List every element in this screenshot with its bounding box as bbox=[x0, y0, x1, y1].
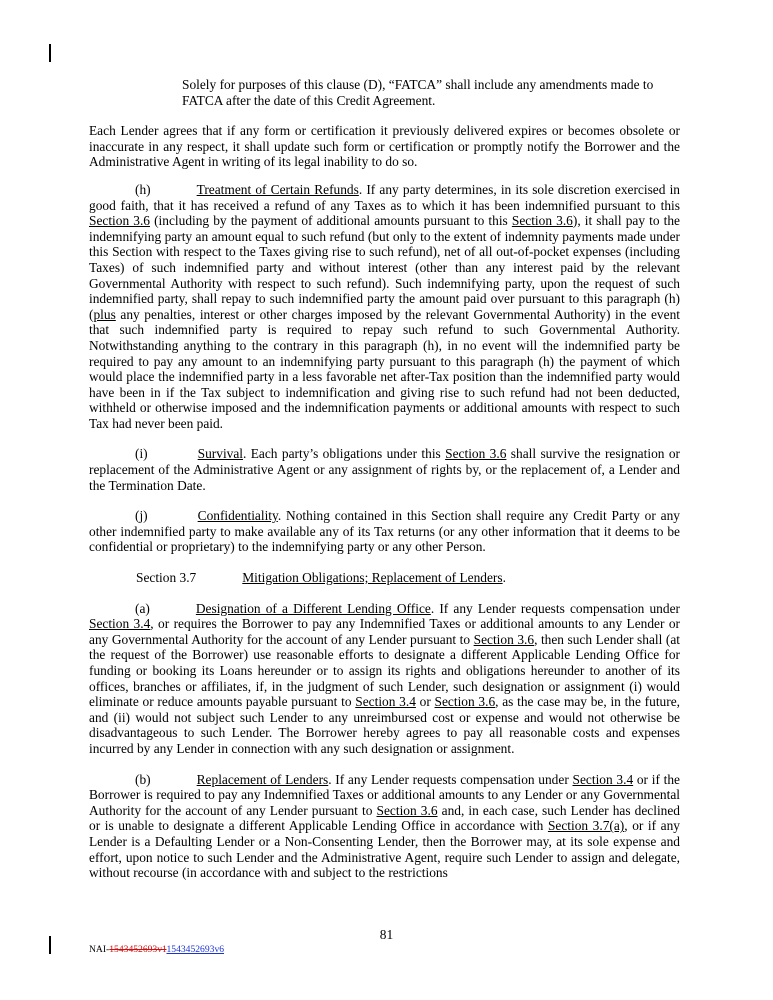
section-number: Section 3.7 bbox=[136, 570, 197, 586]
section-reference[interactable]: Section 3.6 bbox=[89, 213, 150, 229]
doc-id-prefix: NAI- bbox=[89, 944, 110, 955]
clause-text: ), it shall pay to the indemnifying party an amount equal to such refund (but only to the extent of indemnity payments made under this Section with respect to the Taxes giving rise to such refund), net of all out-of-pocket expenses (including Taxes) of such indemnified party and without interest (other than any interest paid by the relevant Governmental Authority with respect to such refund). Such indemnifying party, upon the request of such indemnified party, shall repay to such indemnified party the amount paid over pursuant to this paragraph (h) ( bbox=[89, 213, 680, 322]
section-reference[interactable]: Section 3.6 bbox=[434, 694, 496, 710]
clause-text: , then such Lender shall (at the request of the Borrower) use reasonable efforts to designate a different Applicable Lending Office for funding or booking its Loans hereunder or to assign its rights and obligations hereunder to another of its offices, branches or affiliates, if, in the judgment of such Lender, such designation or assignment (i) would eliminate or reduce amounts payable pursuant to bbox=[89, 631, 680, 710]
page-number: 81 bbox=[379, 927, 394, 942]
paragraph-i bbox=[89, 446, 680, 493]
section-reference[interactable]: Section 3.6 bbox=[445, 446, 507, 462]
section-reference[interactable]: Section 3.6 bbox=[511, 213, 573, 229]
clause-heading: Confidentiality bbox=[197, 508, 278, 524]
doc-id-deleted: 1543452693v1 bbox=[109, 944, 167, 955]
paragraph-a bbox=[89, 601, 680, 757]
clause-heading: Designation of a Different Lending Office bbox=[195, 600, 431, 616]
clause-text: , or if any Lender is a Defaulting Lender or a Non-Consenting Lender, then the Borrower may, at its sole expense and effort, upon notice to such Lender and the Administrative Agent, require such Lender to assign and delegate, without recourse (in accordance with and subject to the restrictions bbox=[89, 818, 680, 881]
section-3-7-heading bbox=[136, 570, 680, 586]
section-period: . bbox=[502, 570, 506, 586]
paragraph-b bbox=[89, 772, 680, 881]
lender-agrees-paragraph: Each Lender agrees that if any form or certification it previously delivered expires or becomes obsolete or inaccurate in any respect, it shall update such form or certification or promptly notify the Borrower and the Administrative Agent in writing of its legal inability to do so. bbox=[89, 123, 680, 170]
clause-text: shall survive the resignation or replacement of the Administrative Agent or any assignment of rights by, or the replacement of, a Lender and the Termination Date. bbox=[89, 446, 680, 493]
clause-text: and, in each case, such Lender has declined or is unable to designate a different Applicable Lending Office in accordance with bbox=[89, 802, 680, 834]
clause-number: (b) bbox=[135, 771, 151, 787]
section-reference[interactable]: Section 3.7(a) bbox=[547, 818, 625, 834]
section-reference[interactable]: Section 3.4 bbox=[572, 771, 634, 787]
clause-text: . Each party’s obligations under this bbox=[243, 446, 446, 462]
change-bar bbox=[49, 44, 51, 62]
clause-heading: Replacement of Lenders bbox=[196, 771, 329, 787]
clause-text: . Nothing contained in this Section shall require any Credit Party or any other indemnified party to make available any of its Tax returns (or any other information that it deems to be confidential or proprietary) to the indemnifying party or any other Person. bbox=[89, 508, 680, 555]
clause-number: (j) bbox=[135, 508, 148, 524]
fatca-note-paragraph: Solely for purposes of this clause (D), “FATCA” shall include any amendments made to FATCA after the date of this Credit Agreement. bbox=[182, 77, 654, 108]
clause-heading: Treatment of Certain Refunds bbox=[196, 181, 359, 197]
clause-text: . If any Lender requests compensation under bbox=[328, 771, 573, 787]
paragraph-h bbox=[89, 182, 680, 432]
section-title: Mitigation Obligations; Replacement of Lenders bbox=[242, 570, 503, 586]
section-reference[interactable]: Section 3.6 bbox=[376, 802, 438, 818]
clause-text: or if the Borrower is required to pay any Indemnified Taxes or additional amounts to any Lender or any Governmental Authority for the account of any Lender pursuant to bbox=[89, 771, 680, 818]
clause-text: , or requires the Borrower to pay any Indemnified Taxes or additional amounts to any Lender or any Governmental Authority for the account of any Lender pursuant to bbox=[89, 616, 680, 647]
clause-text: , as the case may be, in the future, and (ii) would not subject such Lender to any unreimbursed cost or expense and would not otherwise be disadvantageous to such Lender. The Borrower hereby agrees to pay all reasonable costs and expenses incurred by any Lender in connection with any such designation or assignment. bbox=[89, 694, 680, 756]
document-body bbox=[89, 77, 680, 881]
clause-text: any penalties, interest or other charges imposed by the relevant Governmental Authority) in the event that such indemnified party is required to repay such refund to such Governmental Authority. Notwithstanding anything to the contrary in this paragraph (h), in no event will the indemnified party be required to pay any amount to an indemnifying party pursuant to this paragraph (h) the payment of which would place the indemnified party in a less favorable net after-Tax position than the indemnified party would have been in if the Tax subject to indemnification and giving rise to such refund had not been deducted, withheld or otherwise imposed and the indemnification payments or additional amounts with respect to such Tax had never been paid. bbox=[89, 306, 680, 431]
clause-text: . If any party determines, in its sole discretion exercised in good faith, that it has received a refund of any Taxes as to which it has been indemnified pursuant to this bbox=[89, 181, 680, 213]
clause-text: (including by the payment of additional amounts pursuant to this bbox=[150, 213, 512, 229]
clause-number: (a) bbox=[135, 600, 150, 616]
clause-number: (h) bbox=[135, 181, 151, 197]
section-reference[interactable]: Section 3.6 bbox=[473, 631, 535, 647]
clause-text: or bbox=[415, 694, 435, 710]
clause-text: . If any Lender requests compensation under bbox=[430, 600, 680, 616]
plus-term: plus bbox=[93, 306, 116, 322]
document-id-footer bbox=[89, 944, 224, 955]
doc-id-inserted: 1543452693v6 bbox=[166, 944, 225, 955]
paragraph-j bbox=[89, 508, 680, 555]
section-reference[interactable]: Section 3.4 bbox=[355, 694, 416, 710]
section-reference[interactable]: Section 3.4 bbox=[89, 616, 151, 632]
clause-heading: Survival bbox=[197, 446, 244, 462]
clause-number: (i) bbox=[135, 446, 148, 462]
